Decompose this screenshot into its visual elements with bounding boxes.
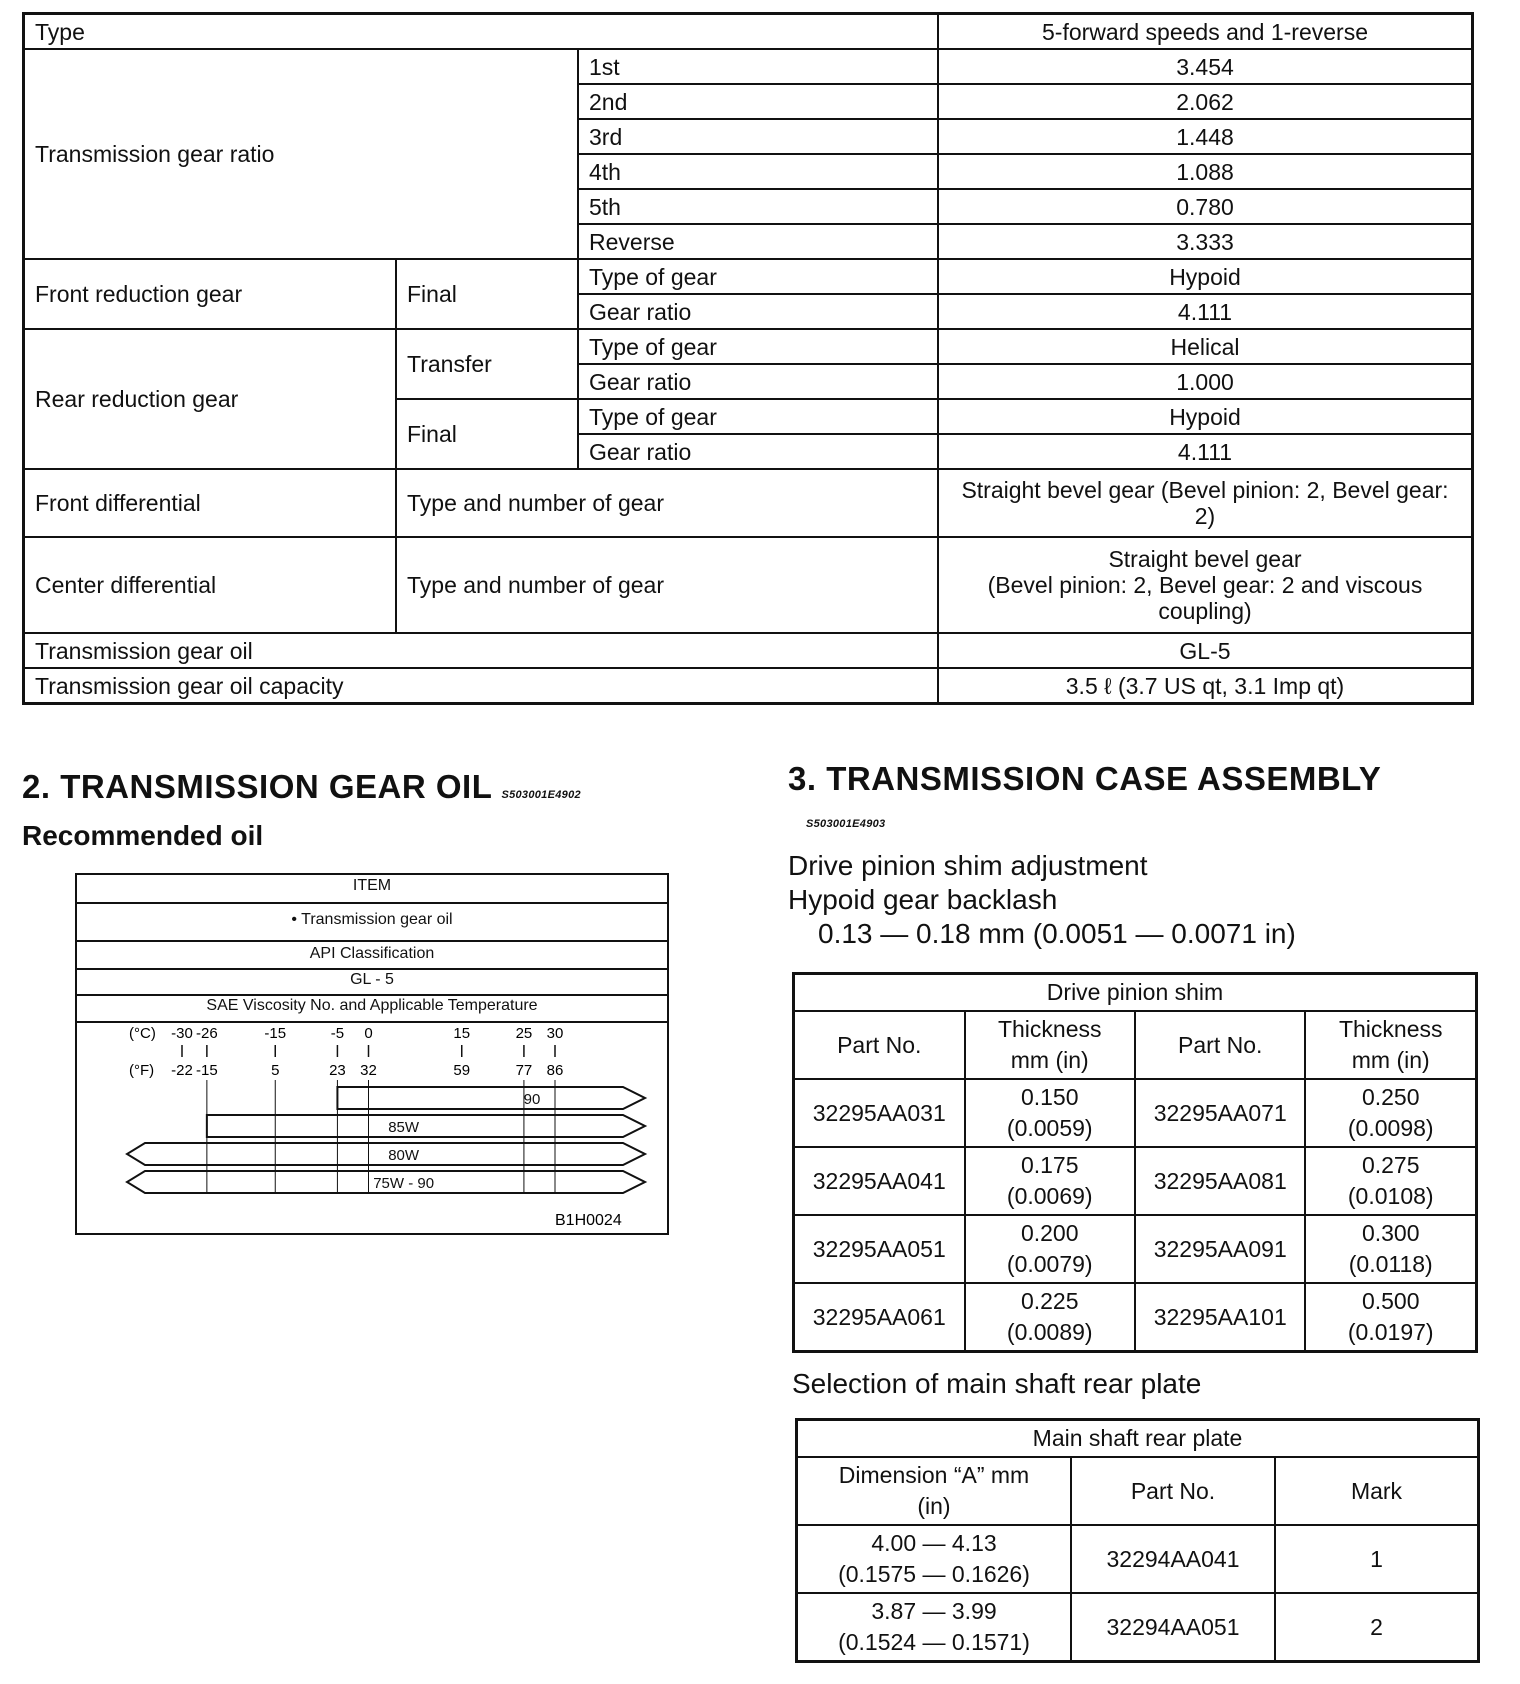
table-row [794, 1215, 1477, 1283]
gear-ratio-value: 3.333 [938, 224, 1473, 259]
dimension-in: (0.1575 — 0.1626) [838, 1561, 1030, 1587]
chart-api-value: GL - 5 [350, 971, 394, 988]
front-reduction-final-label: Final [396, 259, 578, 329]
shim-header-part-no: Part No. [794, 1011, 965, 1079]
celsius-unit: (°C) [129, 1025, 156, 1042]
thickness-in: (0.0098) [1347, 1115, 1434, 1141]
plate-mark: 1 [1275, 1525, 1479, 1593]
shim-part-no: 32295AA091 [1135, 1215, 1305, 1283]
gear-ratio-label: Gear ratio [578, 364, 938, 399]
shim-header-thickness [1305, 1011, 1476, 1079]
transmission-gear-oil-value: GL-5 [938, 633, 1473, 668]
dimension-in: (0.1524 — 0.1571) [838, 1629, 1030, 1655]
figure-id: B1H0024 [555, 1212, 622, 1229]
oil-capacity-label: Transmission gear oil capacity [24, 668, 939, 704]
gear-ratio-value: 0.780 [938, 189, 1473, 224]
thickness-header-line2: mm (in) [1010, 1047, 1089, 1073]
transmission-gear-oil-label: Transmission gear oil [24, 633, 939, 668]
plate-part-no: 32294AA041 [1071, 1525, 1275, 1593]
rear-transfer-label: Transfer [396, 329, 578, 399]
thickness-in: (0.0069) [1006, 1183, 1093, 1209]
thickness-mm: 0.175 [1020, 1152, 1079, 1178]
fahrenheit-tick-label: 77 [515, 1062, 533, 1079]
gear-ratio-value: 4.111 [938, 434, 1473, 469]
section-2-title: 2. TRANSMISSION GEAR OIL [22, 768, 492, 805]
type-of-gear-value: Hypoid [938, 399, 1473, 434]
center-differential-value-line2: (Bevel pinion: 2, Bevel gear: 2 and viscous coupling) [987, 572, 1423, 624]
thickness-in: (0.0118) [1348, 1251, 1433, 1277]
table-row [797, 1525, 1479, 1593]
thickness-mm: 0.225 [1020, 1288, 1079, 1314]
fahrenheit-tick-label: 5 [271, 1062, 280, 1079]
shim-thickness [965, 1283, 1135, 1352]
gear-label: 2nd [578, 84, 938, 119]
shim-table-title: Drive pinion shim [794, 974, 1477, 1012]
recommended-oil-subheading: Recommended oil [22, 820, 264, 851]
thickness-in: (0.0089) [1006, 1319, 1093, 1345]
fahrenheit-tick-label: 59 [453, 1062, 471, 1079]
shim-part-no: 32295AA061 [794, 1283, 965, 1352]
shim-thickness [965, 1079, 1135, 1147]
center-differential-label: Center differential [24, 537, 397, 633]
gear-ratio-value: 4.111 [938, 294, 1473, 329]
chart-item-label: ITEM [352, 877, 392, 894]
thickness-in: (0.0059) [1006, 1115, 1093, 1141]
shim-header-part-no: Part No. [1135, 1011, 1305, 1079]
fahrenheit-tick-label: 23 [329, 1062, 346, 1079]
celsius-tick-label: -5 [330, 1025, 345, 1042]
shim-header-thickness [965, 1011, 1135, 1079]
main-shaft-rear-plate-table [795, 1418, 1480, 1663]
plate-dimension [797, 1525, 1072, 1593]
table-row [794, 1079, 1477, 1147]
section-2-heading [22, 768, 581, 806]
shim-part-no: 32295AA051 [794, 1215, 965, 1283]
type-of-gear-value: Helical [938, 329, 1473, 364]
gear-label: Reverse [578, 224, 938, 259]
thickness-mm: 0.300 [1361, 1220, 1420, 1246]
fahrenheit-tick-label: -15 [196, 1062, 218, 1079]
thickness-in: (0.0108) [1347, 1183, 1434, 1209]
oil-capacity-value: 3.5 ℓ (3.7 US qt, 3.1 Imp qt) [938, 668, 1473, 704]
thickness-mm: 0.200 [1020, 1220, 1079, 1246]
celsius-tick-label: -26 [196, 1025, 218, 1042]
thickness-header-line1: Thickness [1338, 1016, 1443, 1042]
fahrenheit-tick-label: -22 [171, 1062, 193, 1079]
chart-api-label: API Classification [309, 945, 435, 962]
gear-label: 5th [578, 189, 938, 224]
gear-ratio-value: 3.454 [938, 49, 1473, 84]
shim-part-no: 32295AA101 [1135, 1283, 1305, 1352]
shim-part-no: 32295AA081 [1135, 1147, 1305, 1215]
chart-sae-label: SAE Viscosity No. and Applicable Temperature [206, 997, 538, 1014]
shim-adjustment-line: Drive pinion shim adjustment [788, 850, 1148, 881]
viscosity-grade-label: 85W [388, 1119, 420, 1136]
type-of-gear-label: Type of gear [578, 259, 938, 294]
dimension-header-line1: Dimension “A” mm [838, 1462, 1030, 1488]
type-of-gear-label: Type of gear [578, 399, 938, 434]
type-of-gear-value: Hypoid [938, 259, 1473, 294]
thickness-mm: 0.150 [1020, 1084, 1079, 1110]
fahrenheit-tick-label: 32 [360, 1062, 377, 1079]
thickness-mm: 0.250 [1361, 1084, 1420, 1110]
center-differential-value-line1: Straight bevel gear [1108, 546, 1302, 572]
section-2-code: S503001E4902 [501, 789, 581, 801]
celsius-tick-label: 30 [546, 1025, 564, 1042]
type-label: Type [24, 14, 939, 50]
shim-thickness [1305, 1215, 1476, 1283]
plate-mark: 2 [1275, 1593, 1479, 1662]
dimension-header-line2: (in) [917, 1493, 951, 1519]
gear-ratio-value: 1.448 [938, 119, 1473, 154]
celsius-tick-label: 15 [453, 1025, 471, 1042]
specifications-table [22, 12, 1474, 705]
oil-viscosity-chart [75, 873, 669, 1235]
gear-ratio-label: Gear ratio [578, 434, 938, 469]
fahrenheit-tick-label: 86 [546, 1062, 564, 1079]
gear-ratio-value: 1.000 [938, 364, 1473, 399]
hypoid-backlash-line: Hypoid gear backlash [788, 884, 1058, 915]
thickness-header-line1: Thickness [997, 1016, 1102, 1042]
celsius-tick-label: 25 [515, 1025, 533, 1042]
celsius-tick-label: -15 [264, 1025, 287, 1042]
table-row [794, 1147, 1477, 1215]
front-reduction-gear-label: Front reduction gear [24, 259, 397, 329]
center-differential-value [938, 537, 1473, 633]
gear-ratio-value: 1.088 [938, 154, 1473, 189]
transmission-gear-ratio-label: Transmission gear ratio [24, 49, 579, 259]
rear-final-label: Final [396, 399, 578, 469]
chart-oil-type: • Transmission gear oil [291, 911, 453, 928]
section-3-heading: 3. TRANSMISSION CASE ASSEMBLY [788, 760, 1382, 797]
rear-reduction-gear-label: Rear reduction gear [24, 329, 397, 469]
celsius-tick-label: -30 [171, 1025, 193, 1042]
type-of-gear-label: Type of gear [578, 329, 938, 364]
center-differential-sub: Type and number of gear [396, 537, 938, 633]
front-differential-sub: Type and number of gear [396, 469, 938, 537]
gear-label: 1st [578, 49, 938, 84]
section-3-code: S503001E4903 [806, 818, 886, 830]
backlash-spec-line: 0.13 — 0.18 mm (0.0051 — 0.0071 in) [818, 918, 1296, 949]
gear-ratio-value: 2.062 [938, 84, 1473, 119]
thickness-header-line2: mm (in) [1351, 1047, 1430, 1073]
thickness-mm: 0.500 [1361, 1288, 1420, 1314]
plate-header-mark: Mark [1275, 1457, 1479, 1525]
thickness-mm: 0.275 [1361, 1152, 1420, 1178]
plate-dimension [797, 1593, 1072, 1662]
shim-part-no: 32295AA071 [1135, 1079, 1305, 1147]
type-value: 5-forward speeds and 1-reverse [938, 14, 1473, 50]
thickness-in: (0.0079) [1006, 1251, 1093, 1277]
drive-pinion-shim-table [792, 972, 1478, 1353]
gear-label: 4th [578, 154, 938, 189]
table-row [797, 1593, 1479, 1662]
plate-header-dimension [797, 1457, 1072, 1525]
front-differential-value: Straight bevel gear (Bevel pinion: 2, Bevel gear: 2) [938, 469, 1473, 537]
dimension-mm: 4.00 — 4.13 [871, 1530, 997, 1556]
fahrenheit-unit: (°F) [129, 1062, 155, 1079]
viscosity-grade-label: 90 [523, 1091, 541, 1108]
plate-header-part-no: Part No. [1071, 1457, 1275, 1525]
viscosity-grade-bar [337, 1087, 645, 1109]
viscosity-grade-label: 75W - 90 [373, 1175, 435, 1192]
shim-thickness [1305, 1283, 1476, 1352]
plate-table-title: Main shaft rear plate [797, 1420, 1479, 1458]
dimension-mm: 3.87 — 3.99 [871, 1598, 997, 1624]
gear-ratio-label: Gear ratio [578, 294, 938, 329]
gear-label: 3rd [578, 119, 938, 154]
viscosity-grade-bar [127, 1143, 645, 1165]
celsius-tick-label: 0 [364, 1025, 373, 1042]
shim-thickness [1305, 1079, 1476, 1147]
shim-thickness [965, 1215, 1135, 1283]
shim-thickness [965, 1147, 1135, 1215]
viscosity-grade-bar [207, 1115, 645, 1137]
plate-selection-heading: Selection of main shaft rear plate [792, 1368, 1202, 1399]
plate-part-no: 32294AA051 [1071, 1593, 1275, 1662]
shim-thickness [1305, 1147, 1476, 1215]
temperature-range-diagram [77, 875, 667, 1233]
table-row [794, 1283, 1477, 1352]
thickness-in: (0.0197) [1347, 1319, 1434, 1345]
viscosity-grade-label: 80W [388, 1147, 420, 1164]
shim-part-no: 32295AA031 [794, 1079, 965, 1147]
front-differential-label: Front differential [24, 469, 397, 537]
shim-part-no: 32295AA041 [794, 1147, 965, 1215]
